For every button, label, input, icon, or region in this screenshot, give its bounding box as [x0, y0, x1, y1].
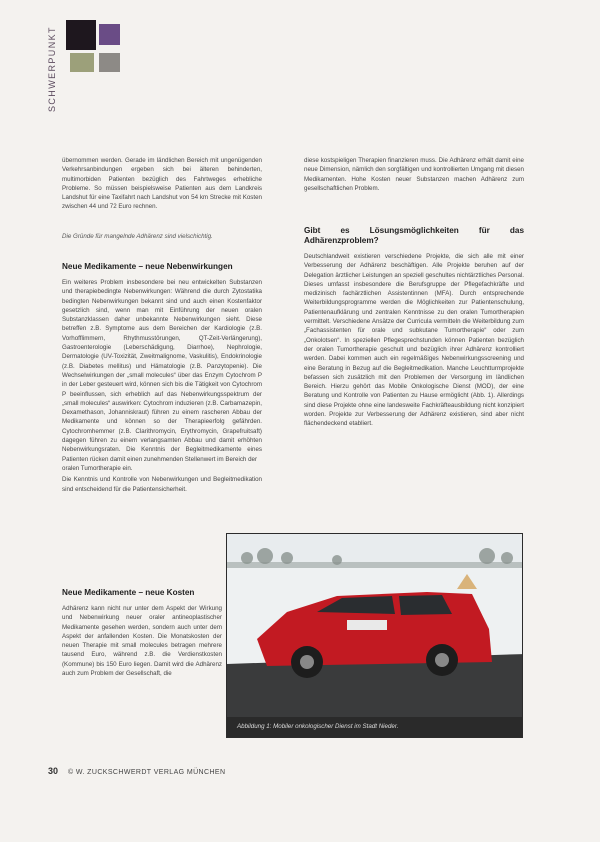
figure-photo	[226, 533, 523, 738]
publisher-line: © W. ZUCKSCHWERDT VERLAG MÜNCHEN	[67, 769, 226, 776]
heading-loesungen: Gibt es Lösungsmöglichkeiten für das Adhärenzproblem?	[304, 226, 524, 245]
paragraph: diese kostspieligen Therapien finanzieren muss. Die Adhärenz erhält damit eine neue Dimension, nämlich den sorgfältigen und kontrollierten Umgang mit diesen Medikamenten. Hohe Kosten neuer Substanzen machen Adhärenz zum gesellschaftlichen Problem.	[304, 157, 524, 192]
paragraph: Adhärenz kann nicht nur unter dem Aspekt der Wirkung und Nebenwirkung neuer oraler antineoplastischer Medikamente gesehen werden, sondern auch unter dem Aspekt der anfallenden Kosten. Die Monatskosten der neuen Therapie mit small molecules betragen mehrere tausend Euro, während z.B. die Verdienstkosten (Kommune) bis 150 Euro liegen. Damit wird die Adhärenz auch zum Problem der Gesellschaft, die	[62, 605, 222, 678]
section-kosten	[62, 588, 222, 678]
header-square-gray	[99, 53, 120, 72]
paragraph: Deutschlandweit existieren verschiedene Projekte, die sich alle mit einer Verbesserung der Adhärenz beschäftigen. Alle Projekte beruhen auf der Delegation ärztlicher Leistungen an speziell geschultes nichtärztliches Personal. Dieses umfasst insbesondere die Berufsgruppe der Pflegefachkräfte und medizinisch fachärztlichen Assistentinnen (MFA). Durch entsprechende Weiterbildungsprogramme werden die Möglichkeiten zur Patientenschulung, Patientenaufklärung und zentralen Kenntnisse zu den oralen Tumortherapien vermittelt. Verschiedene Ansätze der Curricula vermitteln die Weiterbildung zum „Fachassistenten für orale und subkutane Tumortherapie“ oder zum „Onkolotsen“. In speziellen Pflegesprechstunden können Patienten bezüglich der oralen Tumortherapie geschult und bezüglich ihrer Adhärenz kontrolliert werden. Dabei kommen auch ein regelmäßiges Nebenwirkungsscreening und eine Beratung in Bezug auf die Begleitmedikation. Manche Leuchtturmprojekte befassen sich zusätzlich mit den Problemen der Versorgung im ländlichen Bereich. Hierzu gehört das Mobile Onkologische Dienst (MOD), der eine Beratung und Kontrolle von Patienten zu Hause ermöglicht (Abb. 1). Allerdings sind diese Projekte ohne eine landesweite Fachkräfteausbildung nicht konzipiert worden. Projekte zur Verbesserung der Adhärenz existieren, sind aber nicht flächendeckend etabliert.	[304, 253, 524, 428]
section-loesungen	[304, 226, 524, 429]
column-right-top	[304, 156, 524, 193]
photo-caption: Abbildung 1: Mobiler onkologischer Dienst im Stadt Nieder.	[227, 717, 522, 737]
header-square-olive	[70, 53, 94, 72]
section-label: SCHWERPUNKT	[47, 26, 57, 112]
heading-nebenwirkungen: Neue Medikamente – neue Nebenwirkungen	[62, 262, 233, 271]
page-number: 30	[48, 766, 59, 776]
paragraph: Ein weiteres Problem insbesondere bei neu entwickelten Substanzen und therapiebedingte Nebenwirkungen: Während die durch Zytostatika bedingten Nebenwirkungen bekannt sind und auch einen Kostenfaktor gesetzlich sind, wenn man mit Einführung der neuen oralen Substanzklassen daher unbekannte Nebenwirkungen sieht. Diese betreffen z.B. Symptome aus dem Bereichen der Kardiologie (z.B. Vorhofflimmern, Rhythmusstörungen, QT-Zeit-Verlängerung), Gastroenterologie (Leberschädigung, Diarrhoe), Nephrologie, Dermatologie (UV-Toxizität, Zweitmalignome, Vaskulitis), Endokrinologie (z.B. Diabetes mellitus) und Hämatologie (z.B. Panzytopenie). Die Wechselwirkungen der „small molecules“ über das Enzym Cytochrom P in der Leber gesteuert wird, können sich bis die Tätigkeit von Cytochrom P beeinflussen, sich erheblich auf das Nebenwirkungsspektrum der „small molecules“ auswirken: Cytochrom induzieren (z.B. Carbamazepin, Dexamethason, Johanniskraut) führen zu einem rascheren Abbau der Medikamente und können so der Therapieerfolg gefährden. Cytochromhemmer (z.B. Clarithromycin, Erythromycin, Grapefruitsaft) dagegen führen zu einem verlangsamten Abbau und damit erhöhten Nebenwirkungsraten. Die Kenntnis der Begleitmedikamente eines Patienten rücken damit einen zunehmenden Stellenwert im Bereich der	[62, 279, 262, 463]
italic-note-block	[62, 232, 262, 241]
column-left-top	[62, 156, 262, 212]
car-photo	[227, 534, 523, 719]
section-nebenwirkungen	[62, 262, 262, 494]
italic-note: Die Gründe für mangelnde Adhärenz sind vielschichtig.	[62, 233, 213, 240]
heading-kosten: Neue Medikamente – neue Kosten	[62, 588, 195, 597]
page-footer	[48, 766, 225, 776]
paragraph: oralen Tumortherapie ein.	[62, 464, 133, 472]
header-square-dark	[66, 20, 96, 50]
header-square-purple	[99, 24, 120, 45]
paragraph: übernommen werden. Gerade im ländlichen Bereich mit ungenügenden Verkehrsanbindungen ergeben sich bei älteren behinderten, multimorbiden Patienten bezüglich des Fahrtweges erhebliche Probleme. So müssen beispielsweise Patienten aus dem Landkreis Landshut für eine Taxifahrt nach Landshut von 54 km Strecke mit Kosten zwischen 44 und 72 Euro rechnen.	[62, 157, 262, 211]
paragraph: Die Kenntnis und Kontrolle von Nebenwirkungen und Begleitmedikation sind entscheidend für die Patientensicherheit.	[62, 476, 262, 493]
